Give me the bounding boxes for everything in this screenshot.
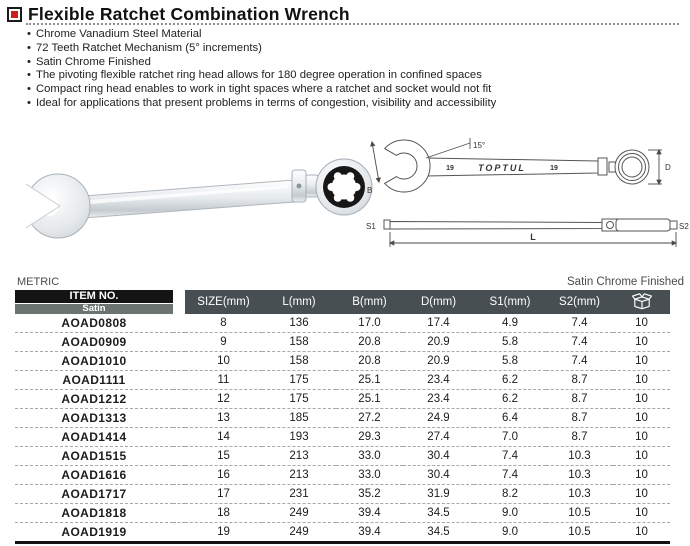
gap-cell: [173, 371, 185, 390]
b-cell: 35.2: [336, 485, 403, 504]
s1-cell: 6.2: [474, 371, 546, 390]
s2-cell: 8.7: [546, 428, 613, 447]
technical-drawing: [366, 136, 690, 258]
gap-cell: [173, 390, 185, 409]
product-photo: [18, 140, 374, 268]
gap-cell: [173, 409, 185, 428]
table-row: [15, 409, 670, 428]
length-cell: 185: [262, 409, 336, 428]
feature-list: [27, 28, 496, 111]
feature-item: [27, 97, 496, 111]
wrench-open-end: [18, 174, 90, 238]
s1-cell: 8.2: [474, 485, 546, 504]
dim-label-s1: S1: [366, 222, 376, 231]
b-cell: 27.2: [336, 409, 403, 428]
item-no-header-label: ITEM NO.: [15, 290, 173, 303]
b-cell: 39.4: [358, 526, 381, 538]
d-cell: 31.9: [403, 485, 474, 504]
dim-line-b: [372, 142, 379, 182]
d-cell: 17.4: [403, 314, 474, 333]
b-cell: 20.8: [336, 333, 403, 352]
b-cell: 33.0: [336, 447, 403, 466]
gap-cell: [173, 352, 185, 371]
s2-cell: 8.7: [546, 409, 613, 428]
finish-label: Satin Chrome Finished: [567, 276, 684, 288]
d-cell: 27.4: [403, 428, 474, 447]
header-gap: [173, 290, 185, 314]
length-cell: 175: [262, 371, 336, 390]
gap-cell: [173, 466, 185, 485]
s2-cell: 10.5: [546, 504, 613, 523]
size-cell: 16: [185, 466, 262, 485]
qty-cell: 10: [613, 352, 670, 371]
table-row: [15, 352, 670, 371]
size-cell: 8: [185, 314, 262, 333]
table-row: [15, 371, 670, 390]
item-no-cell: AOAD1515: [15, 447, 173, 466]
qty-header: [613, 290, 670, 314]
size-cell: 14: [185, 428, 262, 447]
feature-item: [27, 69, 496, 83]
item-no-cell: AOAD1616: [15, 466, 173, 485]
s2-header: S2(mm): [546, 290, 613, 314]
s1-cell: 6.2: [474, 390, 546, 409]
title-dotted-rule: [26, 23, 679, 25]
item-no-cell: AOAD1818: [15, 504, 173, 523]
item-no-cell: AOAD0909: [15, 333, 173, 352]
b-cell: 25.1: [336, 390, 403, 409]
qty-cell: 10: [613, 466, 670, 485]
feature-text: Chrome Vanadium Steel Material: [35, 28, 202, 40]
size-cell: 13: [185, 409, 262, 428]
table-header-row: [15, 290, 670, 314]
gap-cell: [173, 333, 185, 352]
b-cell: 39.4: [336, 504, 403, 523]
feature-text: 72 Teeth Ratchet Mechanism (5° increments): [35, 41, 262, 54]
size-header: SIZE(mm): [185, 290, 262, 314]
dim-label-d: D: [665, 163, 671, 172]
size-cell: 12: [185, 390, 262, 409]
s2-cell: 7.4: [546, 352, 613, 371]
wrench-flex-joint: [292, 170, 318, 202]
carton-box-icon: [631, 292, 653, 310]
size-cell: 17: [185, 485, 262, 504]
item-no-cell: AOAD1919: [61, 525, 127, 539]
s2-cell: 7.4: [546, 314, 613, 333]
d-cell: 30.4: [403, 447, 474, 466]
table-row: [15, 390, 670, 409]
length-cell: 158: [262, 352, 336, 371]
red-square-bullet-icon: [7, 7, 22, 22]
table-row: [15, 447, 670, 466]
size-marking-right: 19: [550, 165, 558, 172]
qty-cell: 10: [613, 371, 670, 390]
angle-label: 15°: [473, 141, 486, 150]
qty-cell: 10: [613, 485, 670, 504]
d-cell: 23.4: [403, 390, 474, 409]
length-cell: 193: [262, 428, 336, 447]
gap-cell: [173, 504, 185, 523]
table-row: [15, 333, 670, 352]
length-cell: 249: [289, 526, 309, 538]
feature-text: The pivoting flexible ratchet ring head allows for 180 degree operation in confined spaces: [35, 69, 482, 82]
gap-cell: [173, 523, 185, 543]
table-row: [15, 504, 670, 523]
length-header: L(mm): [262, 290, 336, 314]
dim-label-l: L: [530, 232, 536, 242]
length-cell: 213: [262, 447, 336, 466]
qty-cell: 10: [613, 314, 670, 333]
item-no-header: [15, 290, 173, 314]
b-cell: 33.0: [336, 466, 403, 485]
s2-cell: 10.5: [568, 526, 591, 538]
item-no-cell: AOAD1010: [15, 352, 173, 371]
s2-cell: 10.3: [546, 485, 613, 504]
length-cell: 136: [262, 314, 336, 333]
red-square-inner: [11, 11, 18, 18]
s1-cell: 9.0: [474, 504, 546, 523]
item-no-cell: AOAD1414: [15, 428, 173, 447]
b-cell: 29.3: [336, 428, 403, 447]
qty-cell: 10: [613, 409, 670, 428]
wrench-ratchet-ring: [316, 159, 372, 215]
table-row: [15, 428, 670, 447]
size-cell: 11: [185, 371, 262, 390]
item-no-cell: AOAD1111: [15, 371, 173, 390]
b-cell: 25.1: [336, 371, 403, 390]
s2-cell: 8.7: [546, 371, 613, 390]
item-no-cell: AOAD1717: [15, 485, 173, 504]
feature-item: [27, 56, 496, 70]
d-cell: 34.5: [403, 504, 474, 523]
item-no-cell: AOAD0808: [15, 314, 173, 333]
feature-text: Ideal for applications that present problems in terms of congestion, visibility and accessibility: [35, 96, 497, 109]
s1-cell: 7.4: [474, 447, 546, 466]
b-header: B(mm): [336, 290, 403, 314]
gap-cell: [173, 447, 185, 466]
page-title: Flexible Ratchet Combination Wrench: [28, 4, 350, 24]
s1-cell: 6.4: [474, 409, 546, 428]
s1-cell: 7.0: [474, 428, 546, 447]
satin-subheader-label: Satin: [15, 304, 173, 314]
dim-line-d: [648, 150, 662, 184]
s2-cell: 8.7: [546, 390, 613, 409]
d-cell: 34.5: [427, 526, 450, 538]
spec-table-body: [15, 314, 670, 543]
d-header: D(mm): [403, 290, 474, 314]
size-cell: 19: [217, 526, 230, 538]
qty-cell: 10: [613, 504, 670, 523]
d-cell: 30.4: [403, 466, 474, 485]
d-cell: 23.4: [403, 371, 474, 390]
page-header: [7, 4, 350, 25]
gap-cell: [173, 428, 185, 447]
side-view-outline: [384, 219, 677, 231]
size-marking-left: 19: [446, 165, 454, 172]
feature-text: Compact ring head enables to work in tight spaces where a ratchet and socket would not fit: [35, 83, 492, 96]
feature-text: Satin Chrome Finished: [35, 55, 151, 68]
length-cell: 213: [262, 466, 336, 485]
b-cell: 20.8: [336, 352, 403, 371]
spec-table: [15, 290, 670, 544]
item-no-cell: AOAD1313: [15, 409, 173, 428]
s1-cell: 9.0: [502, 526, 518, 538]
table-row: [15, 466, 670, 485]
d-cell: 24.9: [403, 409, 474, 428]
s1-cell: 5.8: [474, 352, 546, 371]
d-cell: 20.9: [403, 333, 474, 352]
length-cell: 175: [262, 390, 336, 409]
feature-item: [27, 28, 496, 42]
length-cell: 231: [262, 485, 336, 504]
table-row: [15, 314, 670, 333]
qty-cell: 10: [613, 333, 670, 352]
s1-cell: 7.4: [474, 466, 546, 485]
table-row: [15, 485, 670, 504]
gap-cell: [173, 314, 185, 333]
s2-cell: 7.4: [546, 333, 613, 352]
length-cell: 158: [262, 333, 336, 352]
item-no-cell: AOAD1212: [15, 390, 173, 409]
feature-item: [27, 83, 496, 97]
size-cell: 15: [185, 447, 262, 466]
brand-marking: TOPTUL: [478, 163, 526, 173]
s1-cell: 4.9: [474, 314, 546, 333]
qty-cell: 10: [613, 447, 670, 466]
qty-cell: 10: [613, 428, 670, 447]
feature-item: [27, 42, 496, 56]
dim-label-b: B: [367, 186, 373, 195]
angle-callout: [426, 138, 470, 158]
d-cell: 20.9: [403, 352, 474, 371]
gap-cell: [173, 485, 185, 504]
s1-header: S1(mm): [474, 290, 546, 314]
s1-cell: 5.8: [474, 333, 546, 352]
b-cell: 17.0: [336, 314, 403, 333]
metric-label: METRIC: [17, 276, 60, 288]
length-cell: 249: [262, 504, 336, 523]
s2-cell: 10.3: [546, 466, 613, 485]
size-cell: 18: [185, 504, 262, 523]
s2-cell: 10.3: [546, 447, 613, 466]
size-cell: 9: [185, 333, 262, 352]
size-cell: 10: [185, 352, 262, 371]
qty-cell: 10: [613, 390, 670, 409]
dim-label-s2: S2: [679, 222, 689, 231]
table-row: [15, 523, 670, 543]
qty-cell: 10: [635, 526, 648, 538]
